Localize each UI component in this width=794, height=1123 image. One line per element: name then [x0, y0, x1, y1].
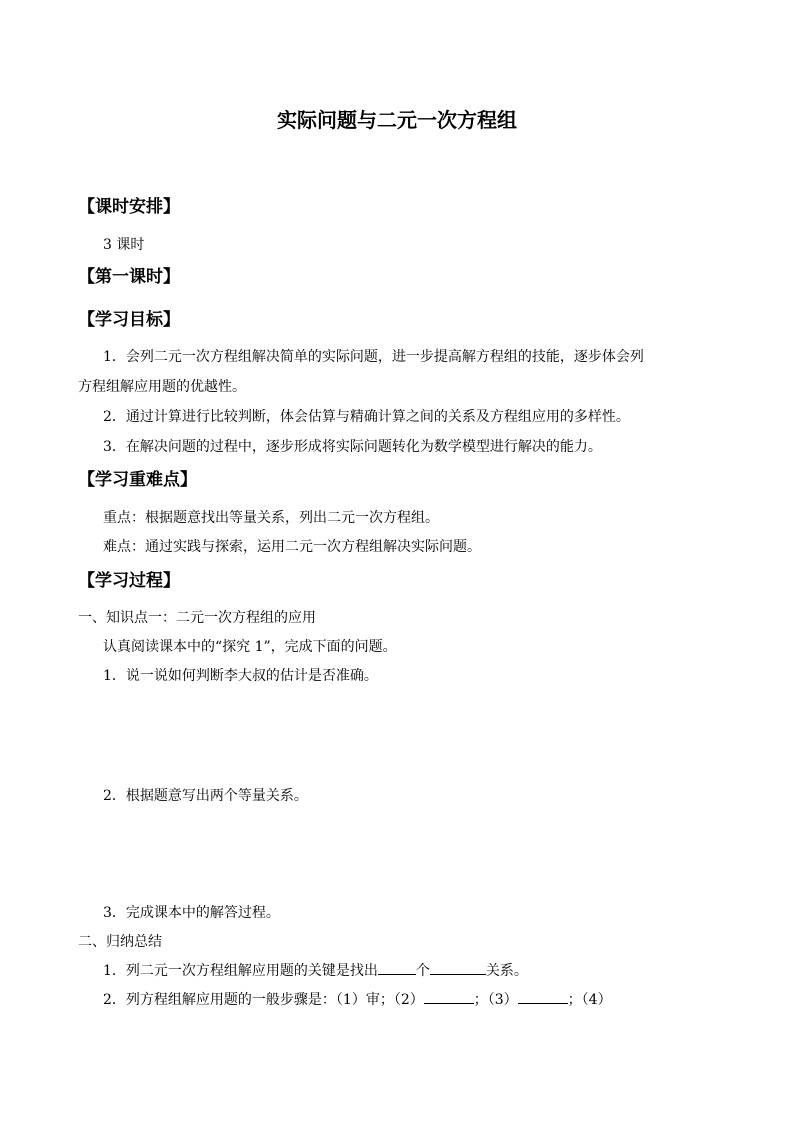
- section-2-title: 二、归纳总结: [78, 934, 162, 950]
- objective-3: 3．在解决问题的过程中，逐步形成将实际问题转化为数学模型进行解决的能力。: [103, 439, 602, 455]
- question-2: 2．根据题意写出两个等量关系。: [103, 788, 308, 804]
- schedule-heading: 【课时安排】: [78, 197, 180, 217]
- schedule-value: 3 课时: [103, 237, 145, 253]
- fill-blank[interactable]: [430, 962, 486, 975]
- summary-2-text-b: ；（3）: [473, 992, 518, 1008]
- summary-1-text-a: 1．列二元一次方程组解应用题的关键是找出: [103, 963, 378, 979]
- page-title: 实际问题与二元一次方程组: [277, 108, 517, 132]
- question-3: 3．完成课本中的解答过程。: [103, 905, 280, 921]
- summary-2-text-a: 2．列方程组解应用题的一般步骤是：（1）审；（2）: [103, 992, 424, 1008]
- objective-2: 2．通过计算进行比较判断，体会估算与精确计算之间的关系及方程组应用的多样性。: [103, 409, 630, 425]
- process-heading: 【学习过程】: [78, 571, 180, 591]
- question-1: 1．说一说如何判断李大叔的估计是否准确。: [103, 668, 378, 684]
- section-1-intro: 认真阅读课本中的“探究 1”，完成下面的问题。: [103, 639, 397, 655]
- objective-1-line2: 方程组解应用题的优越性。: [78, 379, 246, 395]
- summary-1: [103, 960, 528, 980]
- summary-1-text-b: 个: [415, 963, 430, 979]
- fill-blank[interactable]: [424, 991, 474, 1004]
- summary-2: [103, 989, 612, 1009]
- fill-blank[interactable]: [518, 991, 568, 1004]
- first-lesson-heading: 【第一课时】: [78, 267, 180, 287]
- objective-1-line1: 1．会列二元一次方程组解决简单的实际问题，进一步提高解方程组的技能，逐步体会列: [103, 349, 644, 365]
- section-1-title: 一、知识点一：二元一次方程组的应用: [78, 610, 316, 626]
- difficult-point: 难点：通过实践与探索，运用二元一次方程组解决实际问题。: [103, 539, 481, 555]
- key-points-heading: 【学习重难点】: [78, 470, 197, 490]
- key-point: 重点：根据题意找出等量关系，列出二元一次方程组。: [103, 510, 439, 526]
- fill-blank[interactable]: [378, 962, 416, 975]
- objectives-heading: 【学习目标】: [78, 310, 180, 330]
- summary-1-text-c: 关系。: [485, 963, 528, 979]
- summary-2-text-c: ；（4）: [567, 992, 612, 1008]
